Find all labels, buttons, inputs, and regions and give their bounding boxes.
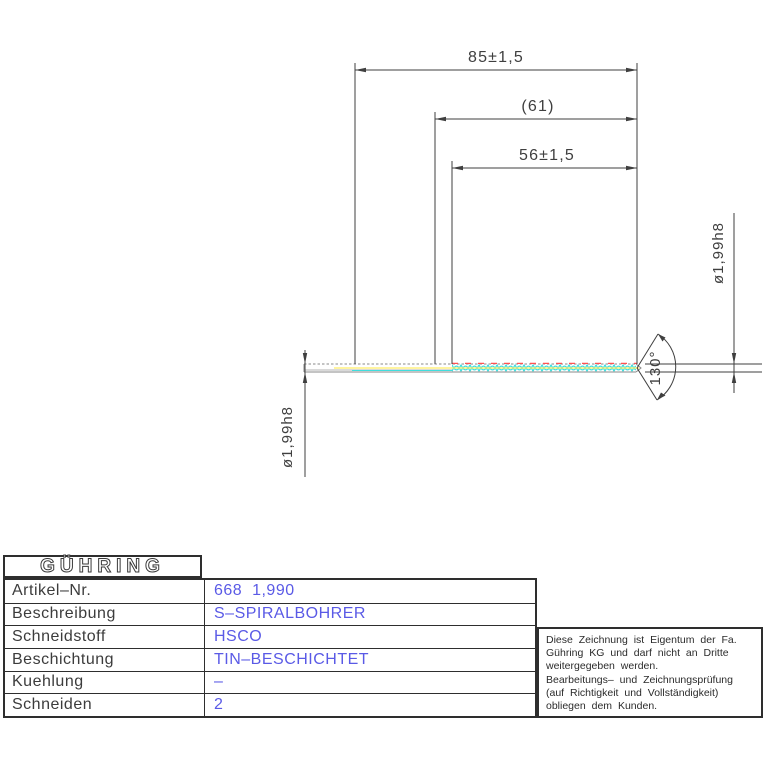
- dia-label-right: ø1,99h8: [710, 221, 727, 285]
- table-row: [5, 580, 535, 603]
- dim-reference-length: [435, 98, 637, 364]
- row-label: Schneidstoff: [5, 626, 205, 648]
- dim-overall-length-text: 85±1,5: [467, 49, 525, 66]
- titleblock-table: [3, 578, 537, 718]
- row-value: S–SPIRALBOHRER: [214, 605, 366, 623]
- table-row: [5, 648, 535, 671]
- disclaimer-line: weitergegeben werden.: [546, 660, 659, 673]
- disclaimer-line: (auf Richtigkeit und Vollständigkeit): [546, 686, 719, 699]
- table-row: [5, 603, 535, 626]
- dim-reference-length-text: (61): [521, 98, 555, 115]
- row-label: Kuehlung: [5, 672, 205, 694]
- drill-detail-lines: [334, 363, 639, 372]
- table-row: [5, 671, 535, 694]
- dim-diameter-left: [279, 350, 307, 477]
- table-row: [5, 625, 535, 648]
- dim-flute-length-text: 56±1,5: [518, 147, 576, 164]
- row-label: Artikel–Nr.: [5, 580, 205, 603]
- row-value: –: [214, 673, 224, 691]
- dia-label-left: ø1,99h8: [279, 405, 296, 469]
- row-label: Beschreibung: [5, 604, 205, 626]
- disclaimer-line: Gühring KG und darf nicht an Dritte: [546, 647, 729, 660]
- guehring-logo: GÜHRING: [40, 556, 165, 577]
- dim-overall-length: [355, 49, 637, 364]
- logo-box: [3, 555, 202, 578]
- disclaimer-line: obliegen dem Kunden.: [546, 700, 658, 713]
- point-angle-text: 130°: [647, 350, 664, 386]
- disclaimer-line: Bearbeitungs– und Zeichnungsprüfung: [546, 673, 733, 686]
- dim-point-angle: [637, 334, 676, 400]
- disclaimer-box: [537, 627, 763, 718]
- row-value: TIN–BESCHICHTET: [214, 650, 370, 668]
- dim-flute-length: [452, 147, 637, 364]
- row-value: 668 1,990: [214, 582, 295, 600]
- row-label: Schneiden: [5, 694, 205, 716]
- table-row: [5, 693, 535, 716]
- row-label: Beschichtung: [5, 649, 205, 671]
- disclaimer-line: Diese Zeichnung ist Eigentum der Fa.: [546, 634, 737, 646]
- row-value: 2: [214, 696, 224, 714]
- row-value: HSCO: [214, 628, 263, 646]
